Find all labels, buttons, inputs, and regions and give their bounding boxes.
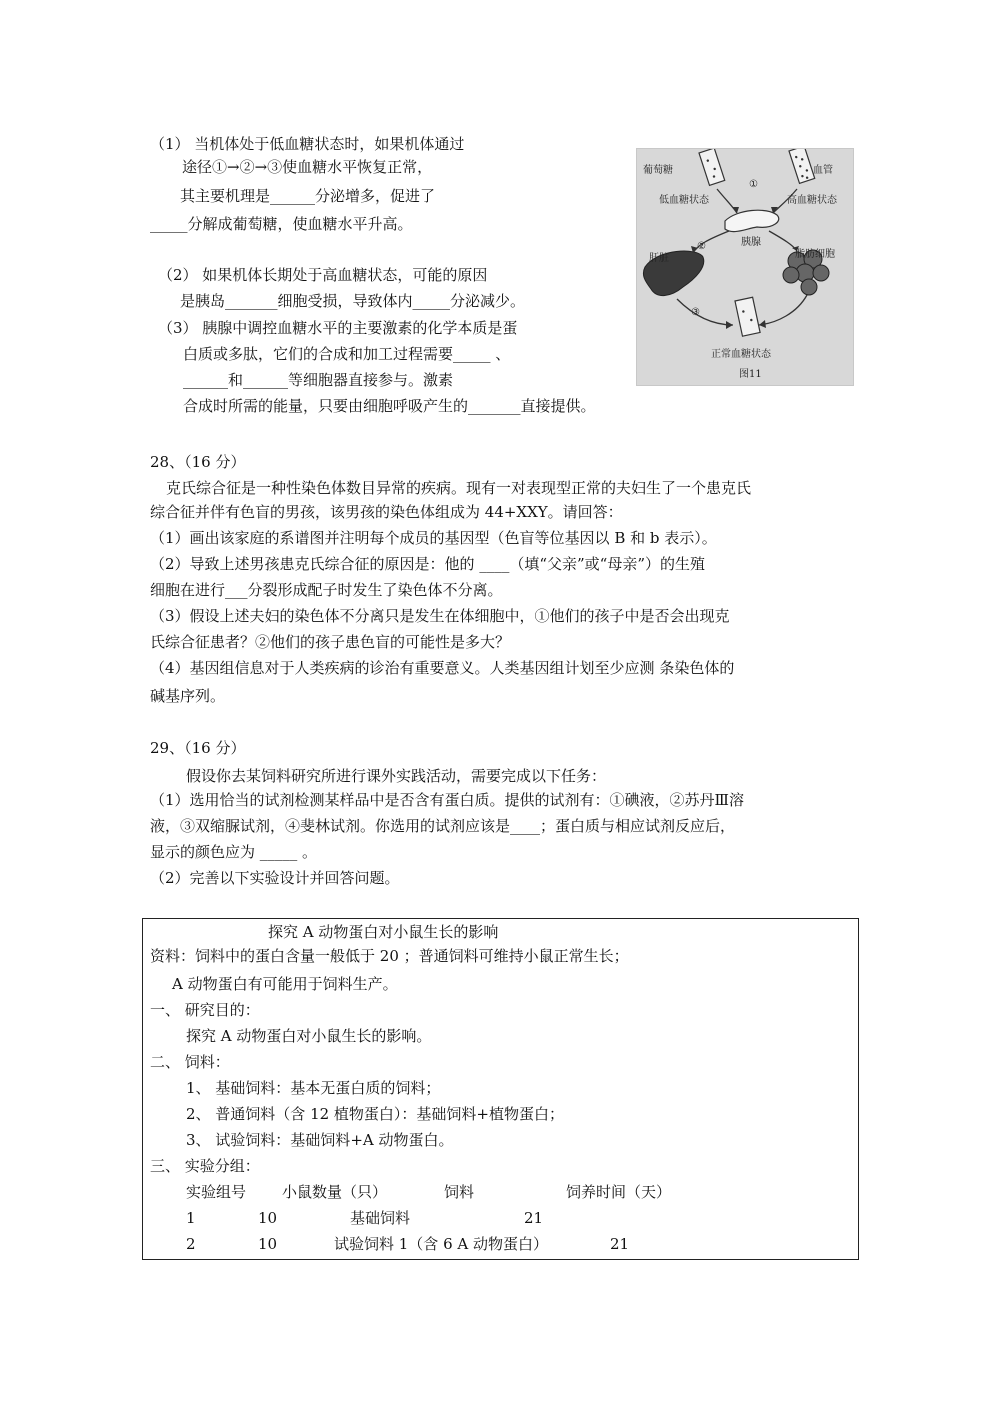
q28-sub3-line2: 氏综合征患者？②他们的孩子患色盲的可能性是多大？: [150, 633, 511, 651]
figure-label-normal-glucose: 正常血糖状态: [711, 349, 771, 360]
table-row1-feed: 基础饲料: [350, 1209, 411, 1227]
q28-sub3-line1: （3）假设上述夫妇的染色体不分离只是发生在体细胞中，①他们的孩子中是否会出现克: [150, 607, 730, 625]
table-row1-group: 1: [186, 1209, 196, 1227]
q27-part3-line1: （3） 胰腺中调控血糖水平的主要激素的化学本质是蛋: [158, 319, 518, 337]
figure-label-vessel: 血管: [813, 165, 833, 176]
q27-part1-line3: 其主要机理是______分泌增多，促进了: [180, 187, 436, 205]
figure-label-liver: 肝脏: [649, 253, 669, 264]
q28-intro-line1: 克氏综合征是一种性染色体数目异常的疾病。现有一对表现型正常的夫妇生了一个患克氏: [166, 479, 752, 497]
q28-heading: 28、（16 分）: [150, 453, 246, 471]
q28-sub4-line2: 碱基序列。: [150, 687, 226, 705]
q27-part3-line4: 合成时所需的能量，只要由细胞呼吸产生的_______直接提供。: [183, 397, 596, 415]
q29-heading: 29、（16 分）: [150, 739, 246, 757]
table-row2-group: 2: [186, 1235, 196, 1253]
experiment-feed2: 2、 普通饲料（含 12 植物蛋白）：基础饲料+植物蛋白；: [186, 1105, 565, 1123]
experiment-info-line1: 资料：饲料中的蛋白含量一般低于 20 ；普通饲料可维持小鼠正常生长；: [150, 947, 629, 965]
q27-part3-line2: 白质或多肽，它们的合成和加工过程需要_____ 、: [183, 345, 511, 363]
figure-label-high-glucose: 高血糖状态: [787, 195, 837, 206]
blood-glucose-figure: [636, 148, 854, 386]
table-header-group: 实验组号: [186, 1183, 247, 1201]
figure-label-glucose: 葡萄糖: [643, 165, 673, 176]
table-row2-feed: 试验饲料 1（含 6 A 动物蛋白）: [334, 1235, 548, 1253]
figure-label-step2: ②: [697, 241, 706, 252]
q28-sub2-line2: 细胞在进行___分裂形成配子时发生了染色体不分离。: [150, 581, 503, 599]
figure-label-fat-cells: 脂肪细胞: [795, 249, 835, 260]
q29-sub2: （2）完善以下实验设计并回答问题。: [150, 869, 400, 887]
table-row2-days: 21: [610, 1235, 630, 1253]
table-row1-count: 10: [258, 1209, 278, 1227]
q28-intro-line2: 综合征并伴有色盲的男孩，该男孩的染色体组成为 44+XXY。请回答：: [150, 503, 623, 521]
q29-sub1-line2: 液，③双缩脲试剂，④斐林试剂。你选用的试剂应该是____；蛋白质与相应试剂反应后，: [150, 817, 736, 835]
experiment-section2-heading: 二、 饲料：: [150, 1053, 230, 1071]
figure-label-low-glucose: 低血糖状态: [659, 195, 709, 206]
experiment-feed1: 1、 基础饲料：基本无蛋白质的饲料；: [186, 1079, 441, 1097]
q27-part2-line2: 是胰岛_______细胞受损，导致体内_____分泌减少。: [180, 292, 526, 310]
q27-part1-line2: 途径①→②→③使血糖水平恢复正常，: [182, 158, 433, 176]
q27-part1-line1: （1） 当机体处于低血糖状态时，如果机体通过: [150, 135, 465, 153]
q29-intro: 假设你去某饲料研究所进行课外实践活动，需要完成以下任务：: [186, 767, 607, 785]
table-row1-days: 21: [524, 1209, 544, 1227]
table-header-days: 饲养时间（天）: [566, 1183, 672, 1201]
figure-label-step3: ③: [691, 307, 700, 318]
figure-caption: 图11: [739, 369, 762, 380]
experiment-section1-body: 探究 A 动物蛋白对小鼠生长的影响。: [186, 1027, 432, 1045]
table-header-feed: 饲料: [444, 1183, 475, 1201]
figure-label-step1: ①: [749, 179, 758, 190]
q29-sub1-line3: 显示的颜色应为 _____ 。: [150, 843, 318, 861]
q27-part2-line1: （2） 如果机体长期处于高血糖状态，可能的原因: [158, 266, 488, 284]
experiment-section3-heading: 三、 实验分组：: [150, 1157, 260, 1175]
experiment-feed3: 3、 试验饲料：基础饲料+A 动物蛋白。: [186, 1131, 454, 1149]
q28-sub4-line1: （4）基因组信息对于人类疾病的诊治有重要意义。人类基因组计划至少应测 条染色体的: [150, 659, 735, 677]
experiment-title: 探究 A 动物蛋白对小鼠生长的影响: [268, 923, 499, 941]
table-row2-count: 10: [258, 1235, 278, 1253]
q27-part1-line4: _____分解成葡萄糖，使血糖水平升高。: [150, 215, 413, 233]
figure-label-pancreas: 胰腺: [741, 237, 761, 248]
q28-sub1: （1）画出该家庭的系谱图并注明每个成员的基因型（色盲等位基因以 B 和 b 表示）。: [150, 529, 717, 547]
q27-part3-line3: ______和______等细胞器直接参与。激素: [183, 371, 454, 389]
experiment-info-line2: A 动物蛋白有可能用于饲料生产。: [172, 975, 398, 993]
q29-sub1-line1: （1）选用恰当的试剂检测某样品中是否含有蛋白质。提供的试剂有：①碘液，②苏丹Ⅲ溶: [150, 791, 745, 809]
table-header-count: 小鼠数量（只）: [282, 1183, 388, 1201]
experiment-section1-heading: 一、 研究目的：: [150, 1001, 260, 1019]
q28-sub2-line1: （2）导致上述男孩患克氏综合征的原因是：他的 ____（填“父亲”或“母亲”）的生殖: [150, 555, 705, 573]
